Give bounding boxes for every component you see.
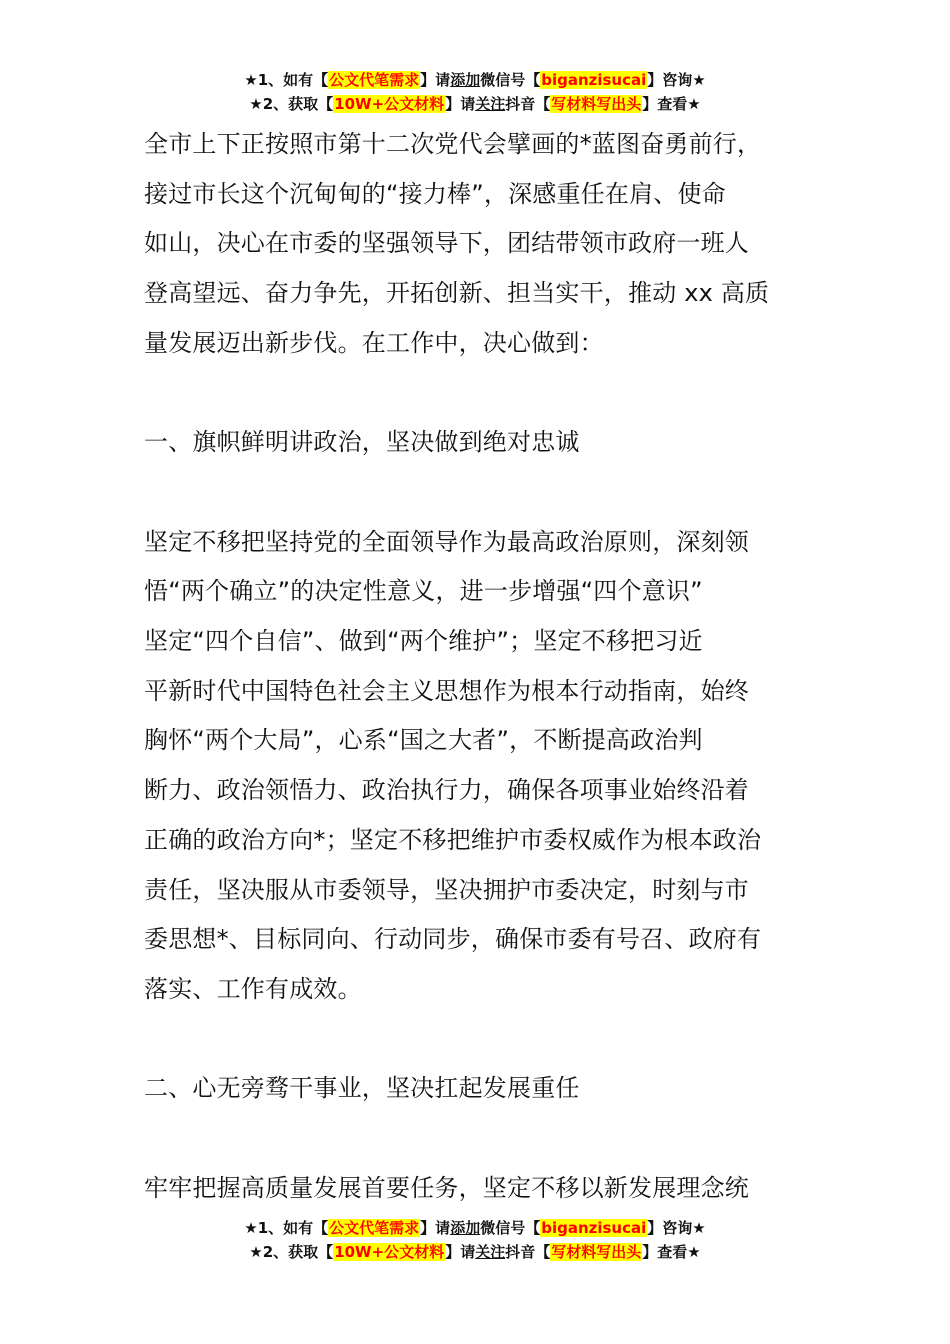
para1-line: 坚定“四个自信”、做到“两个维护”；坚定不移把习近: [144, 627, 703, 655]
footer-banner: [0, 1216, 950, 1264]
para1-line: 正确的政治方向*；坚定不移把维护市委权威作为根本政治: [144, 825, 762, 854]
para1-line: 断力、政治领悟力、政治执行力，确保各项事业始终沿着: [144, 776, 749, 805]
banner-underline: 关注: [475, 1243, 506, 1261]
banner-underline: 添加: [450, 1219, 481, 1237]
banner-text: 】查看★: [642, 95, 701, 113]
banner-text: ★1、如有【: [244, 71, 329, 89]
para1-line: 坚定不移把坚持党的全面领导作为最高政治原则，深刻领: [144, 527, 749, 556]
banner-line-1: [0, 1216, 950, 1240]
banner-line-2: [0, 92, 950, 116]
document-body: [144, 120, 808, 1213]
banner-text: ★1、如有【: [244, 1219, 329, 1237]
banner-text: ★2、获取【: [249, 1243, 334, 1261]
intro-line: 全市上下正按照市第十二次党代会擘画的*蓝图奋勇前行，: [144, 130, 762, 158]
header-banner: [0, 68, 950, 116]
banner-highlight: 公文代笔需求: [329, 71, 420, 89]
intro-line: 量发展迈出新步伐。在工作中，决心做到：: [144, 328, 604, 357]
banner-text: 】请: [420, 71, 451, 89]
paragraph-gap: [144, 1114, 808, 1164]
intro-line: 登高望远、奋力争先，开拓创新、担当实干，推动 xx 高质: [144, 279, 770, 308]
banner-text: 】咨询★: [647, 71, 706, 89]
banner-text: 】请: [445, 1243, 476, 1261]
banner-highlight: 写材料写出头: [551, 1243, 642, 1261]
banner-highlight: 公文代笔需求: [329, 1219, 420, 1237]
para1-line: 平新时代中国特色社会主义思想作为根本行动指南，始终: [144, 676, 749, 705]
para1-line: 胸怀“两个大局”，心系“国之大者”，不断提高政治判: [144, 726, 703, 755]
intro-line: 接过市长这个沉甸甸的“接力棒”，深感重任在肩、使命: [144, 179, 726, 208]
banner-highlight: 10W+公文材料: [334, 95, 445, 113]
banner-line-2: [0, 1240, 950, 1264]
banner-underline: 关注: [475, 95, 506, 113]
banner-text: 抖音【: [505, 95, 551, 113]
paragraph-gap: [144, 1015, 808, 1065]
banner-text: 】查看★: [642, 1243, 701, 1261]
paragraph-gap: [144, 369, 808, 419]
banner-text: 微信号【: [480, 71, 541, 89]
banner-text: 抖音【: [505, 1243, 551, 1261]
para1-line: 责任，坚决服从市委领导，坚决拥护市委决定，时刻与市: [144, 875, 749, 904]
banner-highlight: 写材料写出头: [551, 95, 642, 113]
banner-underline: 添加: [450, 71, 481, 89]
para1-line: 委思想*、目标同向、行动同步，确保市委有号召、政府有: [144, 925, 762, 954]
banner-line-1: [0, 68, 950, 92]
section-heading-2: 二、心无旁骛干事业，坚决扛起发展重任: [144, 1074, 580, 1103]
intro-line: 如山，决心在市委的坚强领导下，团结带领市政府一班人: [144, 229, 749, 258]
section-heading-1: 一、旗帜鲜明讲政治，坚决做到绝对忠诚: [144, 428, 580, 457]
banner-text: 微信号【: [480, 1219, 541, 1237]
banner-text: 】咨询★: [647, 1219, 706, 1237]
para1-line: 落实、工作有成效。: [144, 974, 362, 1003]
banner-text: 】请: [420, 1219, 451, 1237]
banner-text: ★2、获取【: [249, 95, 334, 113]
banner-text: 】请: [445, 95, 476, 113]
banner-highlight: biganzisucai: [541, 71, 647, 89]
para2-line: 牢牢把握高质量发展首要任务，坚定不移以新发展理念统: [144, 1173, 749, 1202]
para1-line: 悟“两个确立”的决定性意义，进一步增强“四个意识”: [144, 577, 703, 606]
banner-highlight: biganzisucai: [541, 1219, 647, 1237]
banner-highlight: 10W+公文材料: [334, 1243, 445, 1261]
paragraph-gap: [144, 468, 808, 518]
